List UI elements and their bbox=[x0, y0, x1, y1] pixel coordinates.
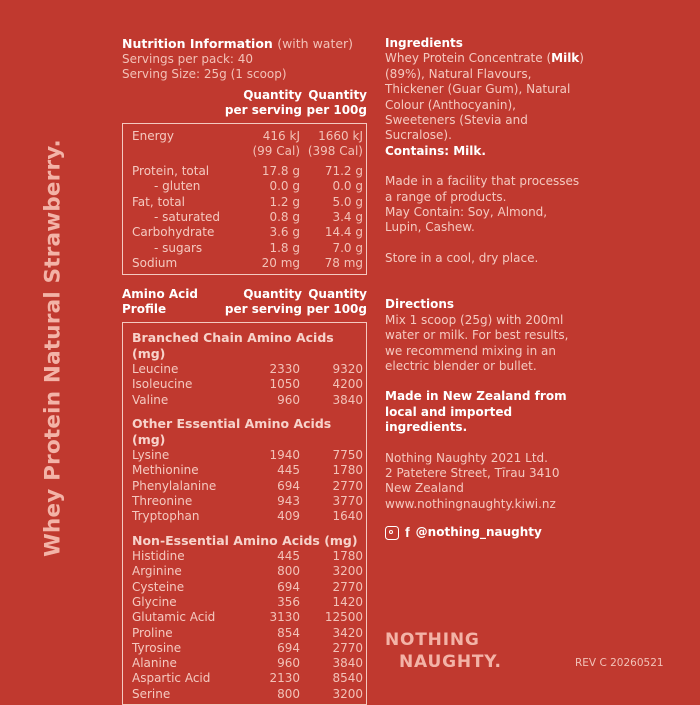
info-column bbox=[385, 36, 585, 541]
amino-per-serving: 356 bbox=[277, 594, 300, 609]
nutrition-row bbox=[132, 129, 363, 144]
nutrient-per-serving: 17.8 g bbox=[261, 164, 300, 179]
nutrient-label: Protein, total bbox=[132, 164, 210, 179]
amino-label: Phenylalanine bbox=[132, 478, 217, 493]
nutrient-label: - gluten bbox=[154, 179, 201, 194]
amino-row bbox=[132, 641, 363, 656]
company-street: 2 Patetere Street, Tīrau 3410 bbox=[385, 465, 560, 480]
directions-text: Mix 1 scoop (25g) with 200ml water or milk. For best results, we recommend mixing in an electric blender or bullet. bbox=[385, 312, 569, 373]
amino-per-serving: 1050 bbox=[269, 377, 300, 392]
amino-row bbox=[132, 362, 363, 377]
made-in-text: Made in New Zealand from local and imported ingredients. bbox=[385, 389, 567, 435]
amino-per-serving: 409 bbox=[277, 509, 300, 524]
amino-row bbox=[132, 479, 363, 494]
amino-row bbox=[132, 626, 363, 641]
amino-section-title: Other Essential Amino Acids (mg) bbox=[132, 416, 332, 447]
nutrient-label: - sugars bbox=[154, 240, 203, 255]
nutrient-label: Carbohydrate bbox=[132, 225, 215, 240]
amino-per-100g: 3200 bbox=[332, 564, 363, 579]
amino-per-100g: 3770 bbox=[332, 493, 363, 508]
amino-row bbox=[132, 494, 363, 509]
amino-per-100g: 2770 bbox=[332, 579, 363, 594]
nutrient-per-100g: 78 mg bbox=[324, 255, 363, 270]
ingredients-title: Ingredients bbox=[385, 36, 463, 50]
nutrient-per-serving: 416 kJ bbox=[262, 128, 300, 143]
amino-per-serving: 960 bbox=[277, 392, 300, 407]
nutrient-per-100g: 5.0 g bbox=[332, 194, 363, 209]
nutrition-column bbox=[122, 36, 367, 705]
amino-row bbox=[132, 564, 363, 579]
nutrition-row bbox=[132, 225, 363, 240]
amino-label: Cysteine bbox=[132, 579, 185, 594]
brand-logo bbox=[385, 629, 502, 673]
amino-per-serving: 800 bbox=[277, 686, 300, 701]
nutrient-label bbox=[132, 144, 247, 159]
nutrient-per-serving: 1.2 g bbox=[269, 194, 300, 209]
company-website[interactable]: www.nothingnaughty.kiwi.nz bbox=[385, 496, 556, 511]
nutrient-per-serving: 3.6 g bbox=[269, 225, 300, 240]
nutrient-per-100g: 14.4 g bbox=[324, 225, 363, 240]
servings-per-pack: Servings per pack: 40 bbox=[122, 51, 254, 66]
amino-per-serving: 800 bbox=[277, 564, 300, 579]
amino-table bbox=[122, 322, 367, 705]
nutrient-label: Fat, total bbox=[132, 194, 185, 209]
contains-milk: Contains: Milk. bbox=[385, 143, 486, 158]
directions-title: Directions bbox=[385, 297, 455, 312]
amino-label: Tyrosine bbox=[132, 640, 182, 655]
amino-per-100g: 1780 bbox=[332, 463, 363, 478]
amino-per-100g: 12500 bbox=[324, 610, 363, 625]
nutrient-per-serving: (99 Cal) bbox=[252, 143, 300, 158]
amino-per-100g: 1780 bbox=[332, 549, 363, 564]
social-handle[interactable]: @nothing_naughty bbox=[415, 525, 542, 540]
nutrition-table bbox=[122, 123, 367, 276]
amino-per-100g: 1420 bbox=[332, 594, 363, 609]
amino-per-100g: 9320 bbox=[332, 362, 363, 377]
amino-row bbox=[132, 595, 363, 610]
amino-row bbox=[132, 509, 363, 524]
nutrition-row bbox=[132, 164, 363, 179]
amino-per-100g: 3200 bbox=[332, 686, 363, 701]
amino-row bbox=[132, 549, 363, 564]
social-row bbox=[385, 525, 585, 540]
amino-per-100g: 3840 bbox=[332, 656, 363, 671]
amino-row bbox=[132, 610, 363, 625]
amino-per-100g: 2770 bbox=[332, 640, 363, 655]
nutrition-row bbox=[132, 210, 363, 225]
amino-label: Aspartic Acid bbox=[132, 671, 211, 686]
nutrition-title-sub: (with water) bbox=[277, 36, 354, 51]
amino-row bbox=[132, 377, 363, 392]
company-name: Nothing Naughty 2021 Ltd. bbox=[385, 450, 548, 465]
may-contain-text: May Contain: Soy, Almond, Lupin, Cashew. bbox=[385, 205, 548, 235]
serving-size: Serving Size: 25g (1 scoop) bbox=[122, 67, 287, 81]
nutrient-per-serving: 1.8 g bbox=[269, 240, 300, 255]
nutrition-row bbox=[132, 241, 363, 256]
amino-row bbox=[132, 656, 363, 671]
amino-per-serving: 445 bbox=[277, 549, 300, 564]
amino-per-100g: 1640 bbox=[332, 509, 363, 524]
amino-per-serving: 694 bbox=[277, 478, 300, 493]
amino-per-serving: 694 bbox=[277, 640, 300, 655]
nutrition-row bbox=[132, 179, 363, 194]
amino-label: Valine bbox=[132, 392, 169, 407]
product-title: Whey Protein Natural Strawberry. bbox=[40, 139, 66, 557]
amino-header: Amino Acid Profile Quantity per serving Quantity per 100g bbox=[122, 287, 367, 317]
amino-label: Arginine bbox=[132, 564, 182, 579]
amino-row bbox=[132, 671, 363, 686]
amino-per-serving: 943 bbox=[277, 493, 300, 508]
amino-per-serving: 445 bbox=[277, 463, 300, 478]
amino-label: Isoleucine bbox=[132, 377, 193, 392]
amino-per-serving: 694 bbox=[277, 579, 300, 594]
product-title-vertical bbox=[30, 88, 76, 608]
amino-per-100g: 3420 bbox=[332, 625, 363, 640]
amino-label: Alanine bbox=[132, 656, 177, 671]
amino-per-100g: 8540 bbox=[332, 671, 363, 686]
amino-label: Lysine bbox=[132, 448, 170, 463]
storage-text: Store in a cool, dry place. bbox=[385, 250, 539, 265]
amino-row bbox=[132, 448, 363, 463]
amino-row bbox=[132, 463, 363, 478]
amino-label: Glutamic Acid bbox=[132, 610, 216, 625]
nutrient-per-100g: 71.2 g bbox=[324, 164, 363, 179]
amino-section-title: Branched Chain Amino Acids (mg) bbox=[132, 330, 334, 361]
nutrition-row bbox=[132, 256, 363, 271]
facebook-icon[interactable]: f bbox=[405, 524, 410, 541]
amino-per-serving: 3130 bbox=[269, 610, 300, 625]
amino-label: Histidine bbox=[132, 549, 185, 564]
amino-per-serving: 854 bbox=[277, 625, 300, 640]
nutrition-row bbox=[132, 144, 363, 159]
amino-label: Proline bbox=[132, 625, 173, 640]
amino-per-100g: 4200 bbox=[332, 377, 363, 392]
logo-line-1: NOTHING bbox=[385, 630, 480, 650]
amino-label: Threonine bbox=[132, 493, 193, 508]
nutrition-row bbox=[132, 195, 363, 210]
nutrient-per-100g: (398 Cal) bbox=[307, 143, 363, 158]
facility-text: Made in a facility that processes a range of products. bbox=[385, 174, 580, 204]
amino-per-100g: 7750 bbox=[332, 448, 363, 463]
amino-label: Methionine bbox=[132, 463, 199, 478]
nutrient-per-serving: 20 mg bbox=[261, 255, 300, 270]
amino-label: Serine bbox=[132, 686, 171, 701]
instagram-icon[interactable] bbox=[385, 526, 399, 540]
nutrient-label: - saturated bbox=[154, 209, 221, 224]
nutrient-per-serving: 0.8 g bbox=[269, 209, 300, 224]
nutrient-per-100g: 3.4 g bbox=[332, 209, 363, 224]
nutrient-per-serving: 0.0 g bbox=[269, 179, 300, 194]
amino-per-serving: 960 bbox=[277, 656, 300, 671]
nutrient-per-100g: 7.0 g bbox=[332, 240, 363, 255]
amino-row bbox=[132, 393, 363, 408]
amino-per-100g: 2770 bbox=[332, 478, 363, 493]
amino-label: Leucine bbox=[132, 362, 179, 377]
company-country: New Zealand bbox=[385, 481, 464, 496]
nutrient-label: Energy bbox=[132, 128, 175, 143]
amino-row bbox=[132, 580, 363, 595]
ingredients-text: Whey Protein Concentrate (Milk) (89%), Natural Flavours, Thickener (Guar Gum), Natural Colour (Anthocyanin), Sweeteners (Stevia and Sucralose). bbox=[385, 51, 584, 143]
amino-per-serving: 2330 bbox=[269, 362, 300, 377]
amino-per-serving: 2130 bbox=[269, 671, 300, 686]
nutrition-header: Quantity per serving Quantity per 100g bbox=[224, 87, 367, 117]
amino-per-serving: 1940 bbox=[269, 448, 300, 463]
nutrient-per-100g: 1660 kJ bbox=[318, 128, 363, 143]
amino-per-100g: 3840 bbox=[332, 392, 363, 407]
nutrition-title: Nutrition Information (with water) bbox=[122, 36, 354, 51]
nutrient-label: Sodium bbox=[132, 255, 178, 270]
amino-label: Glycine bbox=[132, 594, 177, 609]
nutrient-per-100g: 0.0 g bbox=[332, 179, 363, 194]
amino-label: Tryptophan bbox=[132, 509, 200, 524]
logo-line-2: NAUGHTY. bbox=[399, 652, 502, 672]
amino-section-title: Non-Essential Amino Acids (mg) bbox=[132, 532, 358, 548]
revision-code: REV C 20260521 bbox=[575, 657, 664, 669]
